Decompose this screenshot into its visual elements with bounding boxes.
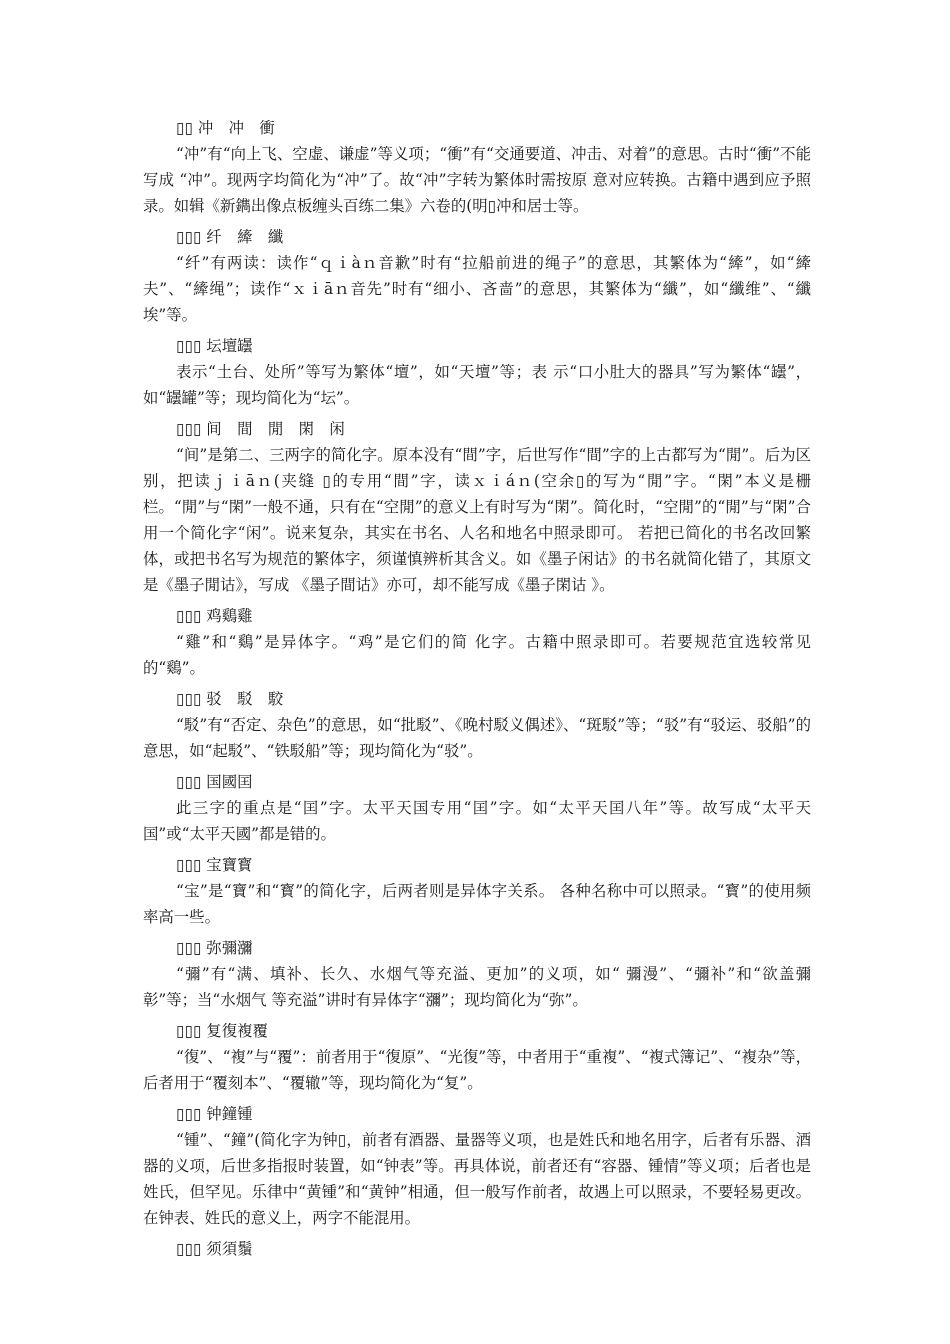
- entry-text: “彌”有“满、填补、长久、水烟气等充溢、更加”的义项，如“ 彌漫”、“彌补”和“欲盖彌彰”等；当“水烟气 等充溢”讲时有异体字“瀰”；现均简化为“弥”。: [143, 965, 811, 1009]
- entry-heading: ▯▯▯ 须須鬚: [176, 1240, 253, 1258]
- entry-heading: ▯▯▯ 间 間 閒 閑 闲: [176, 420, 345, 438]
- entry-heading: ▯▯▯ 鸡鷄雞: [176, 607, 253, 625]
- entry-xu: [143, 1236, 811, 1262]
- entry-heading: ▯▯▯ 弥彌瀰: [176, 939, 253, 957]
- entry-text: “冲”有“向上飞、空虚、谦虚”等义项；“衝”有“交通要道、冲击、对着”的意思。古时“衝”不能写成 “冲”。现两字均简化为“冲”了。故“冲”字转为繁体时需按原 意对应转换。古籍中遇到应予照录。如辑《新鐫出像点板缠头百练二集》六卷的(明▯冲和居士等。: [143, 145, 811, 215]
- entry-chong: [143, 115, 811, 219]
- entry-text: “锺”、“鐘”(简化字为钟▯，前者有酒器、量器等义项，也是姓氏和地名用字，后者有乐器、酒器的义项，后世多指报时装置，如“钟表”等。再具体说，前者还有“容器、锺情”等义项；后者也是姓氏，但罕见。乐律中“黄锺”和“黄钟”相通，但一般写作前者，故遇上可以照录，不要轻易更改。在钟表、姓氏的意义上，两字不能混用。: [143, 1131, 811, 1227]
- entry-ji: [143, 603, 811, 681]
- entry-bo: [143, 686, 811, 764]
- entry-text: 表示“土台、处所”等写为繁体“壇”，如“天壇”等；表 示“口小肚大的器具”写为繁体“罎”，如“罎罐”等；现均简化为“坛”。: [143, 363, 811, 407]
- entry-heading: ▯▯▯ 国國囯: [176, 773, 253, 791]
- entry-heading: ▯▯▯ 复復複覆: [176, 1022, 268, 1040]
- entry-guo: [143, 769, 811, 847]
- entry-text: “雞”和“鷄”是异体字。“鸡”是它们的简 化字。古籍中照录即可。若要规范宜选较常见的“鷄”。: [143, 633, 811, 677]
- entry-heading: ▯▯▯ 宝寶寳: [176, 856, 253, 874]
- entry-heading: ▯▯ 冲 冲 衝: [176, 119, 275, 137]
- entry-jian: [143, 416, 811, 598]
- entry-qian: [143, 224, 811, 328]
- entry-fu: [143, 1018, 811, 1096]
- document-body: [143, 115, 811, 1267]
- entry-text: 此三字的重点是“囯”字。太平天国专用“囯”字。如“太平天囯八年”等。故写成“太平天国”或“太平天國”都是错的。: [143, 799, 811, 843]
- entry-text: “宝”是“寶”和“寳”的简化字，后两者则是异体字关系。 各种名称中可以照录。“寳”的使用频率高一些。: [143, 882, 811, 926]
- entry-tan: [143, 333, 811, 411]
- entry-text: “駁”有“否定、杂色”的意思，如“批駁”、《晚村駁义偶述》、“斑駁”等；“驳”有“驳运、驳船”的意思，如“起駁”、“铁駁船”等；现均简化为“驳”。: [143, 716, 811, 760]
- entry-text: “间”是第二、三两字的简化字。原本没有“間”字，后世写作“間”字的上古都写为“閒”。后为区别，把读ｊｉāｎ(夹缝 ▯的专用“間”字，读ｘｉáｎ(空余▯的写为“閒”字。“閑”本义是栅栏。“閒”与“閑”一般不通，只有在“空閒”的意义上有时写为“閑”。简化时，“空閒”的“閒”与“閑”合用一个简化字“闲”。说来复杂，其实在书名、人名和地名中照录即可。 若把已简化的书名改回繁体，或把书名写为规范的繁体字，须谨慎辨析其含义。如《墨子闲诂》的书名就简化错了，其原文是《墨子閒诂》，写成 《墨子間诂》亦可，却不能写成《墨子閑诂 》。: [143, 446, 811, 594]
- entry-heading: ▯▯▯ 钟鐘锺: [176, 1105, 253, 1123]
- entry-mi: [143, 935, 811, 1013]
- entry-heading: ▯▯▯ 纤 縴 纖: [176, 228, 284, 246]
- entry-heading: ▯▯▯ 驳 駁 駮: [176, 690, 284, 708]
- entry-zhong: [143, 1101, 811, 1231]
- entry-heading: ▯▯▯ 坛壇罎: [176, 337, 253, 355]
- entry-text: “纤”有两读：读作“ｑｉàｎ音歉”时有“拉船前进的绳子”的意思，其繁体为“縴”，如“縴夫”、“縴绳”；读作“ｘｉāｎ音先”时有“细小、吝啬”的意思，其繁体为“纖”，如“纖维”、“纖埃”等。: [143, 254, 811, 324]
- entry-text: “復”、“複”与“覆”：前者用于“復原”、“光復”等，中者用于“重複”、“複式簿记”、“複杂”等，后者用于“覆刻本”、“覆辙”等，现均简化为“复”。: [143, 1048, 811, 1092]
- entry-bao: [143, 852, 811, 930]
